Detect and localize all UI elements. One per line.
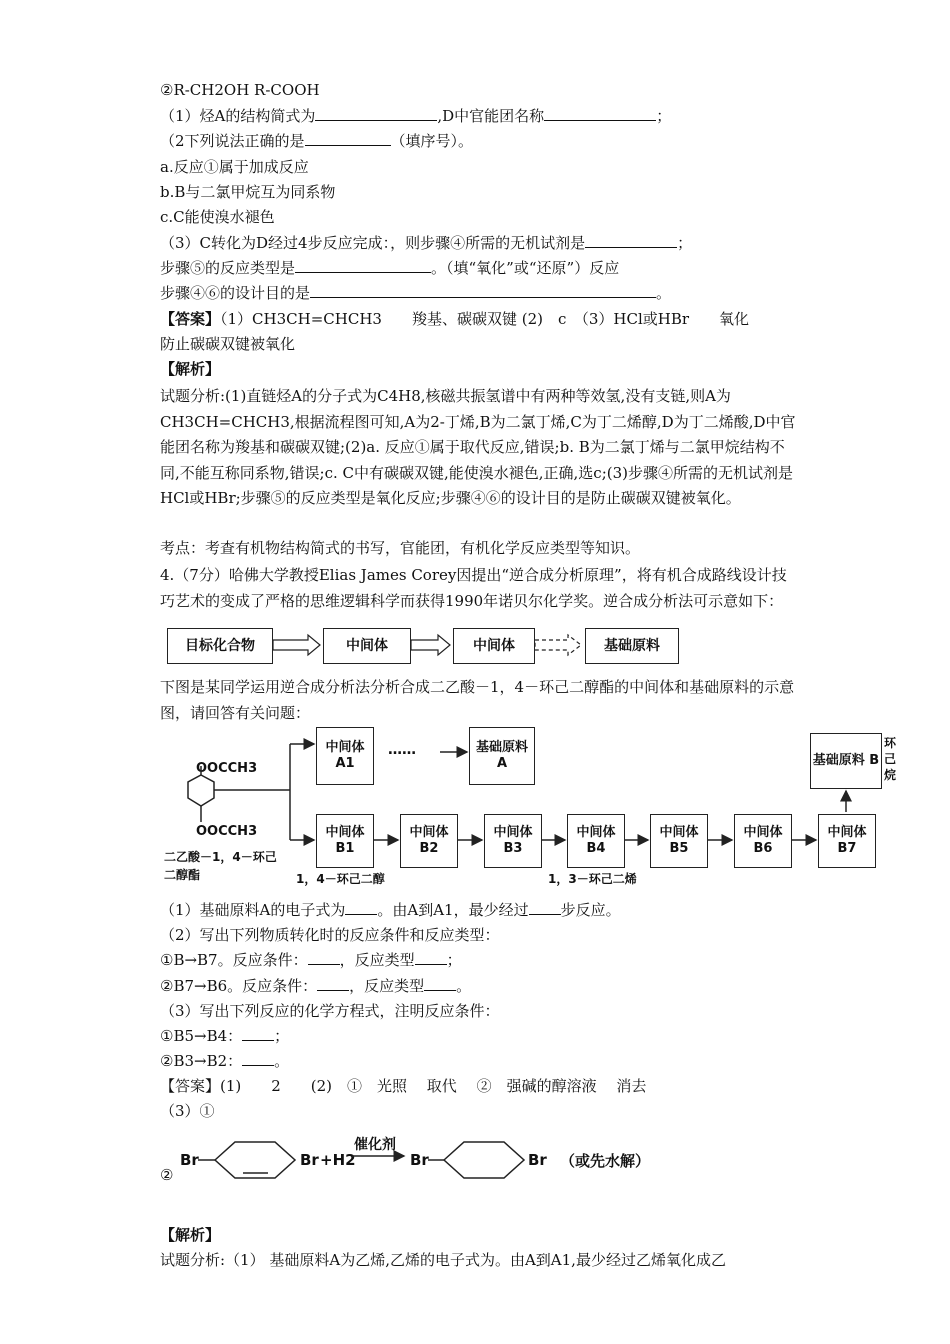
box-a1: 中间体A1 <box>316 727 374 785</box>
box-b4: 中间体B4 <box>567 814 625 868</box>
dots: …… <box>388 742 416 758</box>
option-a: a.反应①属于加成反应 <box>160 158 309 176</box>
question-4-intro: 4.（7分）哈佛大学教授Elias James Corey因提出“逆合成分析原理”，将有机合成路线设计技巧艺术的变成了严格的思维逻辑科学而获得1990年诺贝尔化学奖。逆合成分析法可示意如下： <box>160 566 787 610</box>
target-molecule <box>188 766 290 822</box>
analysis-paragraph: 试题分析:(1)直链烃A的分子式为C4H8,核磁共振氢谱中有两种等效氢,没有支链,则A为CH3CH=CHCH3,根据流程图可知,A为2-丁烯,B为二氯丁烯,C为丁二烯醇,D为丁二烯酸,D中官能团名称为羧基和碳碳双键;(2)a. 反应①属于取代反应,错误;b. B为二氯丁烯与二氯甲烷结构不同,不能互称同系物,错误;c. C中有碳碳双键,能使溴水褪色,正确,选c;(3)步骤④所需的无机试剂是HCl或HBr;步骤⑤的反应类型是氧化反应;步骤④⑥的设计目的是防止碳碳双键被氧化。 <box>160 387 796 507</box>
branch-lines <box>290 744 846 840</box>
eq-product-br-right: Br <box>528 1151 547 1169</box>
reactant-ring <box>198 1142 295 1178</box>
sub-question-2: （2）写出下列物质转化时的反应条件和反应类型： <box>160 926 500 944</box>
q-text: 步骤④⑥的设计目的是 <box>160 284 311 302</box>
q-text: （1）基础原料A的电子式为 <box>160 901 346 919</box>
q-text: ，反应类型 <box>339 951 415 969</box>
eq-br-left: Br <box>180 1151 199 1169</box>
box-b7: 中间体B7 <box>818 814 876 868</box>
q-text: ②B3→B2： <box>160 1052 243 1070</box>
knowledge-point: 考点：考查有机物结构简式的书写，官能团，有机化学反应类型等知识。 <box>160 539 641 557</box>
answer-4: 【答案】(1) 2 (2) ① 光照 取代 ② 强碱的醇溶液 消去 <box>160 1077 647 1095</box>
eq-hydrogen: +H2 <box>320 1151 356 1169</box>
hollow-arrow-1 <box>273 635 320 655</box>
option-c: c.C能使溴水褪色 <box>160 208 275 226</box>
flow-base-material: 基础原料 <box>585 628 679 664</box>
name-b4: 1，3－环己二烯 <box>548 872 637 886</box>
box-b1: 中间体B1 <box>316 814 374 868</box>
q-text: ； <box>274 1027 290 1045</box>
analysis-tag: 【解析】 <box>160 360 221 378</box>
product-ring <box>428 1142 524 1178</box>
box-b6: 中间体B6 <box>734 814 792 868</box>
name-target: 二乙酸－1，4－环己二醇酯 <box>164 850 277 882</box>
q-text: 。由A到A1，最少经过 <box>377 901 529 919</box>
box-b3: 中间体B3 <box>484 814 542 868</box>
eq-br-right: Br <box>300 1151 319 1169</box>
q-text: 。 <box>456 977 472 995</box>
label-cyclohexane: 环己烷 <box>884 736 897 782</box>
box-base-a: 基础原料 A <box>469 727 535 785</box>
eq-note: （或先水解） <box>560 1152 651 1170</box>
q-text: ，反应类型 <box>349 977 425 995</box>
analysis-paragraph-2: 试题分析:（1） 基础原料A为乙烯,乙烯的电子式为。由A到A1,最少经过乙烯氧化成乙 <box>160 1251 726 1269</box>
hollow-arrow-2 <box>411 635 450 655</box>
eq-product-br-left: Br <box>410 1151 429 1169</box>
q-text: ②B7→B6。反应条件： <box>160 977 318 995</box>
q-text: （3）C转化为D经过4步反应完成：，则步骤④所需的无机试剂是 <box>160 234 586 252</box>
eq-catalyst: 催化剂 <box>354 1137 396 1153</box>
q-text: （填序号）。 <box>390 132 474 150</box>
q-text: 。 <box>656 284 672 302</box>
box-b2: 中间体B2 <box>400 814 458 868</box>
answer-text: （1）CH3CH=CHCH3 羧基、碳碳双键 (2) c （3）HCl或HBr 氧化 <box>220 310 750 328</box>
flow-target-compound: 目标化合物 <box>167 628 273 664</box>
answer-tag: 【答案】 <box>160 310 221 328</box>
q-text: ①B5→B4： <box>160 1027 243 1045</box>
option-b: b.B与二氯甲烷互为同系物 <box>160 183 336 201</box>
circle-2: ② <box>160 1166 174 1184</box>
flow-intermediate-1: 中间体 <box>323 628 411 664</box>
flow-intermediate-2: 中间体 <box>453 628 535 664</box>
sub-question-3: （3）写出下列反应的化学方程式，注明反应条件： <box>160 1002 500 1020</box>
q-text: ； <box>656 107 672 125</box>
q-text: （1）烃A的结构简式为 <box>160 107 316 125</box>
q-text: 。（填“氧化”或“还原”）反应 <box>431 259 620 277</box>
question-4-diagram-intro: 下图是某同学运用逆合成分析法分析合成二乙酸－1，4－环己二醇酯的中间体和基础原料的示意图，请回答有关问题： <box>160 678 795 722</box>
substituent-bottom: OOCCH3 <box>196 824 258 839</box>
q-text: ①B→B7。反应条件： <box>160 951 308 969</box>
q-text: ,D中官能团名称 <box>437 107 545 125</box>
box-b5: 中间体B5 <box>650 814 708 868</box>
q-text: ； <box>446 951 462 969</box>
answer-line-2: 防止碳碳双键被氧化 <box>160 335 296 353</box>
formula-line: ②R-CH2OH R-COOH <box>160 81 320 99</box>
analysis-tag-2: 【解析】 <box>160 1226 221 1244</box>
substituent-top: OOCCH3 <box>196 761 258 776</box>
q-text: 步反应。 <box>560 901 621 919</box>
dashed-arrow <box>535 635 581 655</box>
q-text: 。 <box>274 1052 290 1070</box>
q-text: 步骤⑤的反应类型是 <box>160 259 296 277</box>
name-b1: 1，4－环己二醇 <box>296 872 385 886</box>
answer-4-part3: （3）① <box>160 1102 215 1120</box>
q-text: ； <box>677 234 693 252</box>
box-base-b: 基础原料 B <box>810 733 882 789</box>
q-text: （2下列说法正确的是 <box>160 132 305 150</box>
